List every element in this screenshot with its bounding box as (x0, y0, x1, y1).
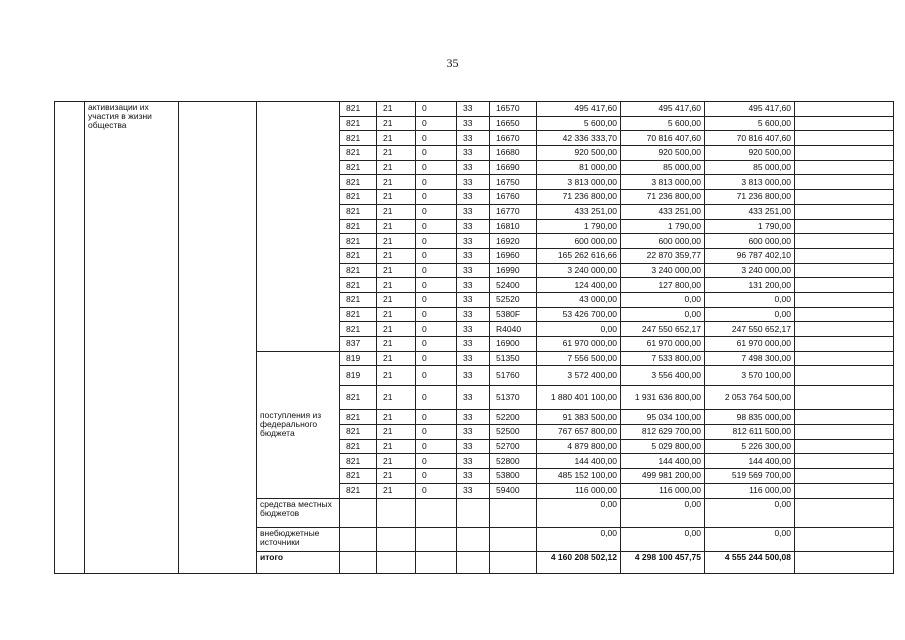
cell-value-year2: 812 629 700,00 (621, 425, 705, 440)
cell-extra (795, 234, 894, 249)
cell-csr: 33 (457, 322, 490, 337)
cell-code: 16690 (490, 160, 537, 175)
cell-value-year1: 767 657 800,00 (537, 425, 621, 440)
cell-empty (490, 527, 537, 551)
cell-rz: 21 (377, 278, 416, 293)
cell-value-year1: 1 790,00 (537, 219, 621, 234)
cell-pr: 0 (416, 386, 457, 410)
cell-code: 16650 (490, 116, 537, 131)
cell-csr: 33 (457, 351, 490, 366)
cell-grbs: 821 (340, 248, 377, 263)
cell-rz: 21 (377, 386, 416, 410)
budget-table (54, 101, 894, 574)
cell-extra (795, 527, 894, 551)
cell-code: 52800 (490, 454, 537, 469)
cell-code: 52700 (490, 439, 537, 454)
cell-rz: 21 (377, 322, 416, 337)
cell-extra (795, 498, 894, 527)
cell-csr: 33 (457, 410, 490, 425)
cell-code: 16900 (490, 337, 537, 352)
cell-empty (340, 551, 377, 573)
cell-csr: 33 (457, 219, 490, 234)
cell-value-year1: 3 240 000,00 (537, 263, 621, 278)
cell-value-year1: 124 400,00 (537, 278, 621, 293)
cell-grbs: 821 (340, 234, 377, 249)
cell-extra (795, 175, 894, 190)
cell-value-year1: 53 426 700,00 (537, 307, 621, 322)
cell-value-year3: 98 835 000,00 (705, 410, 795, 425)
cell-value-year1: 0,00 (537, 498, 621, 527)
cell-extra (795, 292, 894, 307)
cell-value-year3: 247 550 652,17 (705, 322, 795, 337)
cell-value-year2: 247 550 652,17 (621, 322, 705, 337)
cell-pr: 0 (416, 351, 457, 366)
cell-grbs: 821 (340, 322, 377, 337)
cell-rz: 21 (377, 292, 416, 307)
cell-pr: 0 (416, 131, 457, 146)
cell-grbs: 821 (340, 410, 377, 425)
cell-pr: 0 (416, 102, 457, 117)
cell-value-year3: 116 000,00 (705, 483, 795, 498)
cell-code: 16770 (490, 204, 537, 219)
cell-value-year3: 0,00 (705, 527, 795, 551)
cell-rz: 21 (377, 263, 416, 278)
cell-grbs: 821 (340, 439, 377, 454)
cell-value-year2: 85 000,00 (621, 160, 705, 175)
cell-code: 16990 (490, 263, 537, 278)
cell-rz: 21 (377, 454, 416, 469)
cell-value-year3: 131 200,00 (705, 278, 795, 293)
cell-value-year1: 3 572 400,00 (537, 366, 621, 386)
cell-value-year2: 1 931 636 800,00 (621, 386, 705, 410)
cell-extra (795, 307, 894, 322)
cell-rz: 21 (377, 469, 416, 484)
cell-pr: 0 (416, 410, 457, 425)
cell-rz: 21 (377, 425, 416, 440)
cell-value-year2: 920 500,00 (621, 146, 705, 161)
cell-pr: 0 (416, 146, 457, 161)
cell-empty (377, 527, 416, 551)
cell-grbs: 819 (340, 366, 377, 386)
cell-extra (795, 483, 894, 498)
cell-grbs: 819 (340, 351, 377, 366)
cell-pr: 0 (416, 219, 457, 234)
cell-value-year1: 433 251,00 (537, 204, 621, 219)
cell-csr: 33 (457, 116, 490, 131)
cell-value-year2: 116 000,00 (621, 483, 705, 498)
cell-code: 51760 (490, 366, 537, 386)
cell-code: 16920 (490, 234, 537, 249)
cell-pr: 0 (416, 278, 457, 293)
cell-pr: 0 (416, 337, 457, 352)
cell-extra (795, 439, 894, 454)
cell-value-year3: 5 226 300,00 (705, 439, 795, 454)
cell-csr: 33 (457, 160, 490, 175)
cell-extra (795, 454, 894, 469)
cell-grbs: 821 (340, 386, 377, 410)
cell-grbs: 821 (340, 425, 377, 440)
cell-value-year2: 3 240 000,00 (621, 263, 705, 278)
cell-value-year3: 4 555 244 500,08 (705, 551, 795, 573)
cell-value-year2: 0,00 (621, 307, 705, 322)
group-label-local: средства местных бюджетов (257, 498, 340, 527)
cell-value-year1: 144 400,00 (537, 454, 621, 469)
cell-rz: 21 (377, 351, 416, 366)
budget-table-body (55, 102, 894, 574)
cell-csr: 33 (457, 204, 490, 219)
group-label-total: итого (257, 551, 340, 573)
cell-value-year2: 0,00 (621, 292, 705, 307)
cell-value-year1: 3 813 000,00 (537, 175, 621, 190)
cell-value-year3: 61 970 000,00 (705, 337, 795, 352)
cell-empty (490, 551, 537, 573)
cell-grbs: 821 (340, 160, 377, 175)
cell-grbs: 837 (340, 337, 377, 352)
cell-extra (795, 410, 894, 425)
cell-value-year2: 61 970 000,00 (621, 337, 705, 352)
cell-value-year2: 433 251,00 (621, 204, 705, 219)
cell-value-year3: 70 816 407,60 (705, 131, 795, 146)
group-label-federal: поступления из федерального бюджета (257, 351, 340, 498)
cell-value-year3: 1 790,00 (705, 219, 795, 234)
cell-value-year1: 42 336 333,70 (537, 131, 621, 146)
cell-value-year3: 85 000,00 (705, 160, 795, 175)
cell-pr: 0 (416, 292, 457, 307)
cell-code: R4040 (490, 322, 537, 337)
cell-extra (795, 146, 894, 161)
cell-value-year2: 495 417,60 (621, 102, 705, 117)
cell-extra (795, 190, 894, 205)
cell-csr: 33 (457, 146, 490, 161)
table-row (55, 102, 894, 117)
cell-rz: 21 (377, 234, 416, 249)
cell-rz: 21 (377, 248, 416, 263)
cell-value-year2: 4 298 100 457,75 (621, 551, 705, 573)
cell-code: 16670 (490, 131, 537, 146)
cell-value-year3: 3 813 000,00 (705, 175, 795, 190)
cell-value-year3: 812 611 500,00 (705, 425, 795, 440)
cell-csr: 33 (457, 439, 490, 454)
cell-value-year3: 71 236 800,00 (705, 190, 795, 205)
cell-value-year2: 3 813 000,00 (621, 175, 705, 190)
cell-code: 52520 (490, 292, 537, 307)
cell-value-year1: 91 383 500,00 (537, 410, 621, 425)
cell-code: 51370 (490, 386, 537, 410)
cell-pr: 0 (416, 160, 457, 175)
cell-csr: 33 (457, 483, 490, 498)
cell-value-year2: 144 400,00 (621, 454, 705, 469)
cell-code: 16570 (490, 102, 537, 117)
cell-pr: 0 (416, 483, 457, 498)
cell-csr: 33 (457, 131, 490, 146)
cell-code: 16760 (490, 190, 537, 205)
cell-rz: 21 (377, 307, 416, 322)
cell-value-year2: 127 800,00 (621, 278, 705, 293)
cell-rz: 21 (377, 483, 416, 498)
cell-grbs: 821 (340, 219, 377, 234)
cell-rz: 21 (377, 160, 416, 175)
cell-empty (340, 527, 377, 551)
program-label: активизации их участия в жизни общества (85, 102, 179, 574)
cell-value-year2: 499 981 200,00 (621, 469, 705, 484)
cell-value-year3: 3 240 000,00 (705, 263, 795, 278)
cell-grbs: 821 (340, 131, 377, 146)
cell-code: 52500 (490, 425, 537, 440)
cell-value-year1: 0,00 (537, 322, 621, 337)
cell-value-year3: 7 498 300,00 (705, 351, 795, 366)
group-label-offbudget: внебюджетные источники (257, 527, 340, 551)
cell-empty (416, 498, 457, 527)
cell-csr: 33 (457, 386, 490, 410)
cell-value-year3: 519 569 700,00 (705, 469, 795, 484)
cell-value-year3: 920 500,00 (705, 146, 795, 161)
cell-extra (795, 351, 894, 366)
cell-pr: 0 (416, 425, 457, 440)
cell-value-year1: 61 970 000,00 (537, 337, 621, 352)
cell-rz: 21 (377, 131, 416, 146)
cell-value-year3: 5 600,00 (705, 116, 795, 131)
cell-value-year2: 70 816 407,60 (621, 131, 705, 146)
cell-extra (795, 263, 894, 278)
cell-empty (416, 527, 457, 551)
cell-csr: 33 (457, 263, 490, 278)
cell-csr: 33 (457, 234, 490, 249)
cell-value-year1: 485 152 100,00 (537, 469, 621, 484)
cell-value-year1: 0,00 (537, 527, 621, 551)
cell-code: 53800 (490, 469, 537, 484)
cell-value-year1: 7 556 500,00 (537, 351, 621, 366)
cell-pr: 0 (416, 175, 457, 190)
cell-value-year2: 5 600,00 (621, 116, 705, 131)
cell-rz: 21 (377, 146, 416, 161)
cell-value-year1: 43 000,00 (537, 292, 621, 307)
cell-csr: 33 (457, 175, 490, 190)
cell-rz: 21 (377, 102, 416, 117)
cell-pr: 0 (416, 234, 457, 249)
cell-extra (795, 322, 894, 337)
cell-csr: 33 (457, 190, 490, 205)
cell-code: 16750 (490, 175, 537, 190)
cell-value-year3: 96 787 402,10 (705, 248, 795, 263)
cell-value-year1: 495 417,60 (537, 102, 621, 117)
cell-value-year1: 4 879 800,00 (537, 439, 621, 454)
cell-pr: 0 (416, 263, 457, 278)
cell-extra (795, 248, 894, 263)
cell-extra (795, 204, 894, 219)
cell-value-year3: 3 570 100,00 (705, 366, 795, 386)
cell-csr: 33 (457, 337, 490, 352)
cell-csr: 33 (457, 248, 490, 263)
cell-value-year3: 433 251,00 (705, 204, 795, 219)
cell-grbs: 821 (340, 204, 377, 219)
cell-value-year3: 495 417,60 (705, 102, 795, 117)
cell-empty (457, 498, 490, 527)
cell-csr: 33 (457, 454, 490, 469)
cell-pr: 0 (416, 454, 457, 469)
cell-value-year1: 5 600,00 (537, 116, 621, 131)
cell-empty (377, 498, 416, 527)
cell-grbs: 821 (340, 278, 377, 293)
cell-pr: 0 (416, 366, 457, 386)
cell-rz: 21 (377, 116, 416, 131)
cell-rz: 21 (377, 410, 416, 425)
cell-rz: 21 (377, 439, 416, 454)
cell-extra (795, 337, 894, 352)
cell-value-year2: 0,00 (621, 498, 705, 527)
cell-value-year1: 4 160 208 502,12 (537, 551, 621, 573)
cell-value-year1: 165 262 616,66 (537, 248, 621, 263)
cell-extra (795, 160, 894, 175)
cell-value-year2: 95 034 100,00 (621, 410, 705, 425)
cell-csr: 33 (457, 469, 490, 484)
cell-extra (795, 386, 894, 410)
page-number: 35 (446, 56, 459, 70)
cell-grbs: 821 (340, 307, 377, 322)
cell-grbs: 821 (340, 175, 377, 190)
cell-code: 52200 (490, 410, 537, 425)
cell-grbs: 821 (340, 483, 377, 498)
cell-value-year2: 5 029 800,00 (621, 439, 705, 454)
cell-empty (490, 498, 537, 527)
cell-value-year3: 0,00 (705, 307, 795, 322)
cell-grbs: 821 (340, 454, 377, 469)
cell-extra (795, 102, 894, 117)
cell-empty (416, 551, 457, 573)
cell-value-year1: 116 000,00 (537, 483, 621, 498)
cell-value-year3: 144 400,00 (705, 454, 795, 469)
cell-extra (795, 116, 894, 131)
cell-value-year1: 81 000,00 (537, 160, 621, 175)
cell-value-year2: 3 556 400,00 (621, 366, 705, 386)
cell-code: 16960 (490, 248, 537, 263)
cell-extra (795, 278, 894, 293)
cell-value-year3: 600 000,00 (705, 234, 795, 249)
cell-pr: 0 (416, 322, 457, 337)
cell-pr: 0 (416, 248, 457, 263)
cell-value-year2: 1 790,00 (621, 219, 705, 234)
cell-value-year1: 1 880 401 100,00 (537, 386, 621, 410)
cell-rz: 21 (377, 190, 416, 205)
cell-pr: 0 (416, 439, 457, 454)
cell-extra (795, 551, 894, 573)
cell-csr: 33 (457, 278, 490, 293)
cell-empty (179, 102, 257, 574)
cell-extra (795, 425, 894, 440)
cell-extra (795, 366, 894, 386)
cell-grbs: 821 (340, 292, 377, 307)
cell-grbs: 821 (340, 146, 377, 161)
cell-grbs: 821 (340, 116, 377, 131)
cell-value-year2: 0,00 (621, 527, 705, 551)
cell-grbs: 821 (340, 190, 377, 205)
cell-empty (377, 551, 416, 573)
cell-empty (457, 551, 490, 573)
cell-csr: 33 (457, 102, 490, 117)
cell-value-year3: 0,00 (705, 498, 795, 527)
cell-csr: 33 (457, 366, 490, 386)
cell-code: 16680 (490, 146, 537, 161)
cell-value-year2: 600 000,00 (621, 234, 705, 249)
cell-extra (795, 219, 894, 234)
cell-grbs: 821 (340, 263, 377, 278)
cell-value-year1: 71 236 800,00 (537, 190, 621, 205)
cell-code: 52400 (490, 278, 537, 293)
cell-value-year3: 2 053 764 500,00 (705, 386, 795, 410)
cell-csr: 33 (457, 425, 490, 440)
cell-rz: 21 (377, 175, 416, 190)
cell-value-year3: 0,00 (705, 292, 795, 307)
cell-empty (457, 527, 490, 551)
cell-pr: 0 (416, 307, 457, 322)
cell-empty (340, 498, 377, 527)
cell-rz: 21 (377, 337, 416, 352)
cell-value-year1: 920 500,00 (537, 146, 621, 161)
cell-rz: 21 (377, 204, 416, 219)
cell-value-year2: 71 236 800,00 (621, 190, 705, 205)
cell-code: 16810 (490, 219, 537, 234)
cell-pr: 0 (416, 190, 457, 205)
cell-rz: 21 (377, 219, 416, 234)
cell-code: 5380F (490, 307, 537, 322)
cell-margin (55, 102, 85, 574)
cell-code: 51350 (490, 351, 537, 366)
cell-rz: 21 (377, 366, 416, 386)
cell-value-year2: 22 870 359,77 (621, 248, 705, 263)
cell-value-year2: 7 533 800,00 (621, 351, 705, 366)
cell-csr: 33 (457, 307, 490, 322)
cell-pr: 0 (416, 116, 457, 131)
cell-extra (795, 469, 894, 484)
cell-code: 59400 (490, 483, 537, 498)
cell-grbs: 821 (340, 469, 377, 484)
group-label-regional (257, 102, 340, 352)
cell-pr: 0 (416, 469, 457, 484)
cell-pr: 0 (416, 204, 457, 219)
cell-value-year1: 600 000,00 (537, 234, 621, 249)
cell-csr: 33 (457, 292, 490, 307)
cell-extra (795, 131, 894, 146)
cell-grbs: 821 (340, 102, 377, 117)
